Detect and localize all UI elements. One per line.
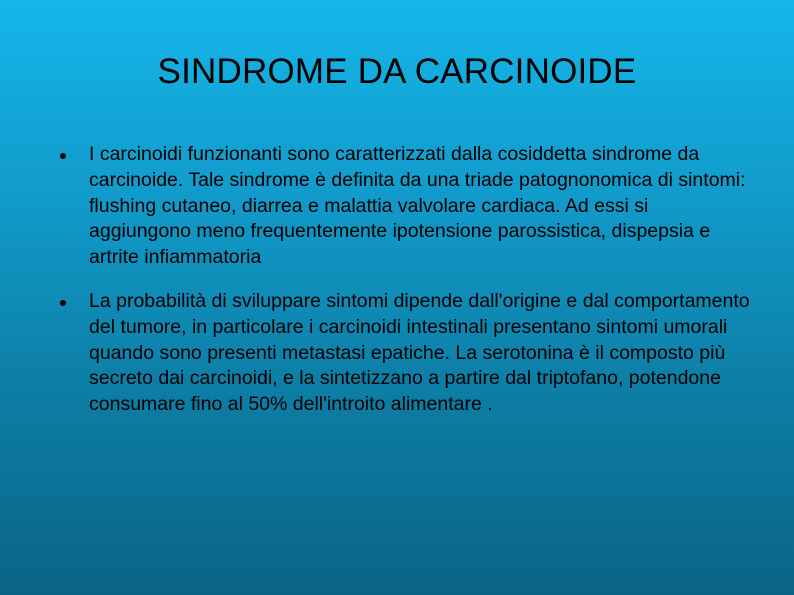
bullet-dot-icon	[60, 153, 66, 159]
bullet-item	[60, 142, 750, 271]
slide-title: SINDROME DA CARCINOIDE	[157, 52, 637, 91]
bullet-list	[60, 142, 750, 436]
bullet-text: La probabilità di sviluppare sintomi dipende dall'origine e dal comportamento del tumore, in particolare i carcinoidi intestinali presentano sintomi umorali quando sono presenti metastasi epatiche. La serotonina è il composto più secreto dai carcinoidi, e la sintetizzano a partire dal triptofano, potendone consumare fino al 50% dell'introito alimentare .	[89, 289, 750, 416]
bullet-item	[60, 289, 750, 418]
bullet-dot-icon	[60, 300, 66, 306]
bullet-text: I carcinoidi funzionanti sono caratterizzati dalla cosiddetta sindrome da carcinoide. Tale sindrome è definita da una triade patognonomica di sintomi: flushing cutaneo, diarrea e malattia valvolare cardiaca. Ad essi si aggiungono meno frequentemente ipotensione parossistica, dispepsia e artrite infiammatoria	[89, 143, 746, 269]
